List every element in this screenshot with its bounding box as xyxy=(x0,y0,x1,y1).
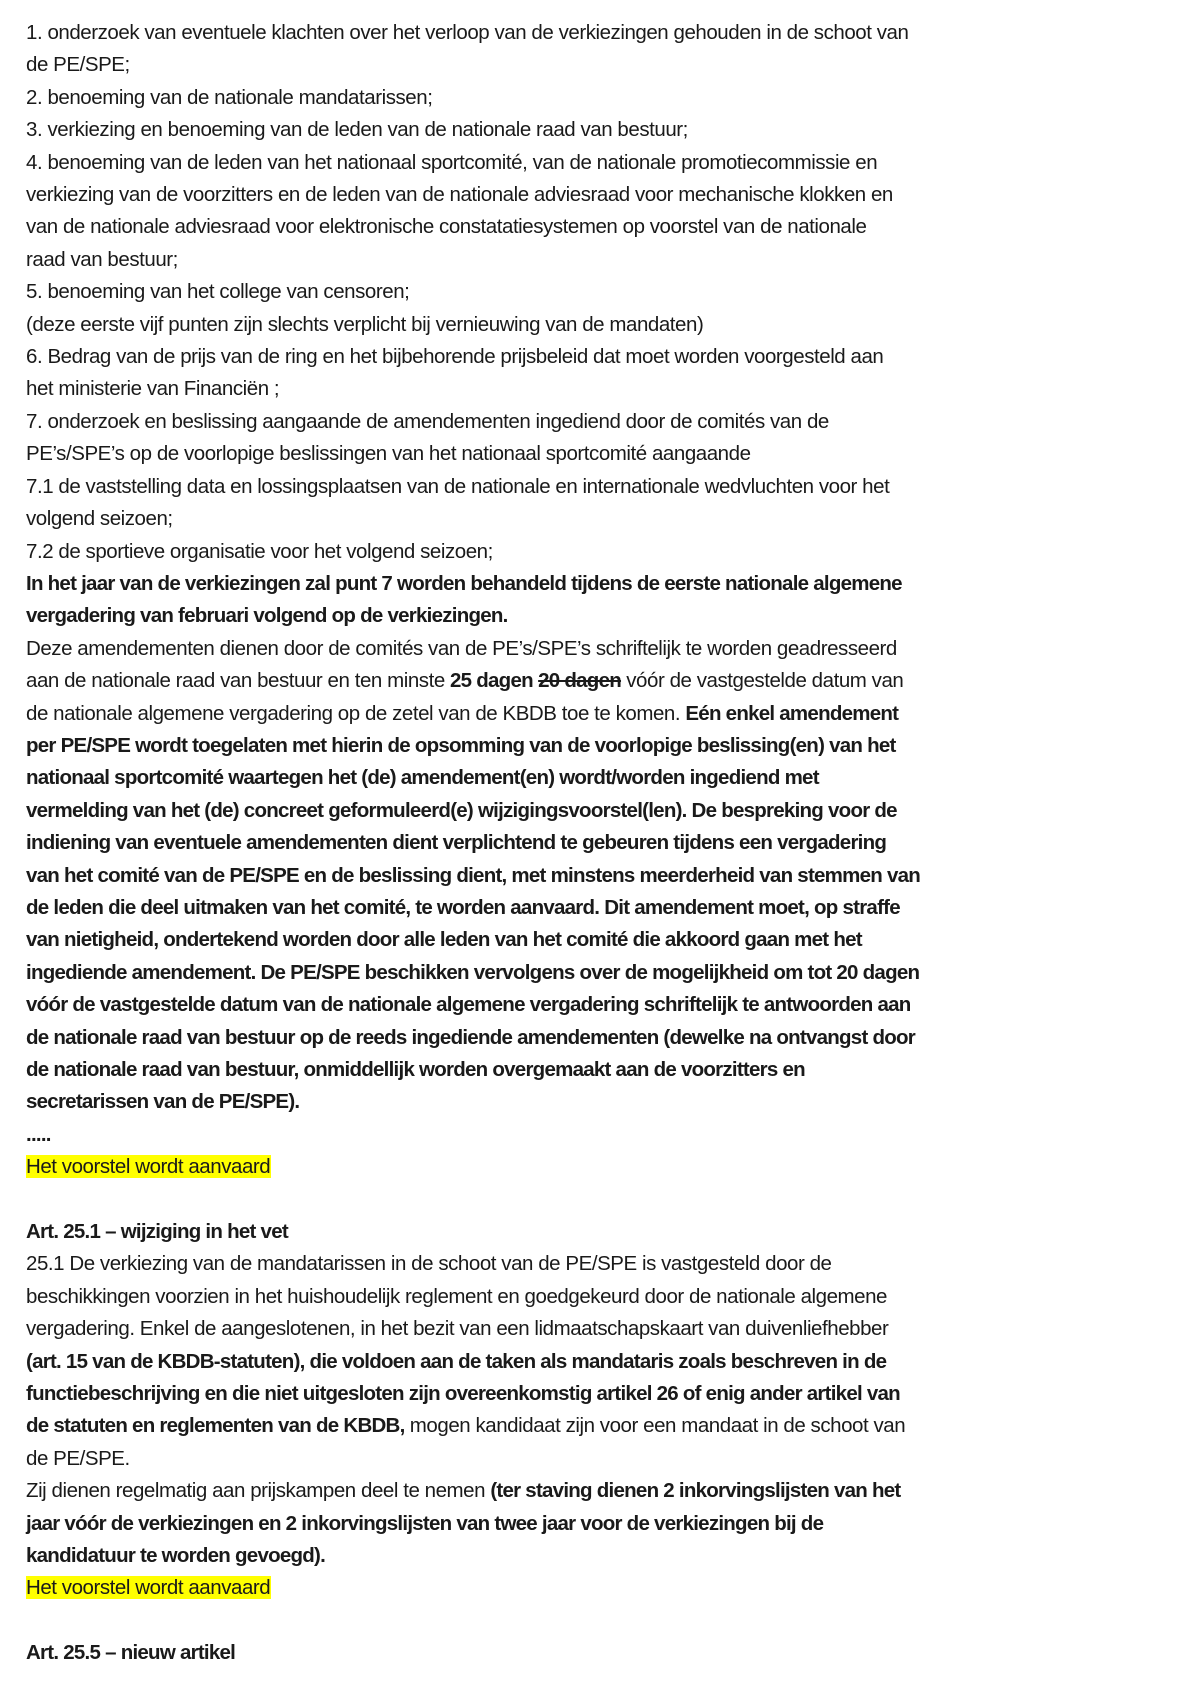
art-25-1-line-10: kandidatuur te worden gevoegd). xyxy=(26,1544,326,1568)
spacer xyxy=(26,1184,1176,1216)
art-25-1-line-6 xyxy=(26,1410,1176,1442)
amend-para-line-3 xyxy=(26,698,1176,730)
amend-text: vóór de vastgestelde datum van xyxy=(621,669,904,693)
item-3: 3. verkiezing en benoeming van de leden van de nationale raad van bestuur; xyxy=(26,118,688,142)
highlighted-decision: Het voorstel wordt aanvaard xyxy=(26,1576,271,1600)
item-7-2: 7.2 de sportieve organisatie voor het volgend seizoen; xyxy=(26,539,493,563)
amend-bold-line: ingediende amendement. De PE/SPE beschikken vervolgens over de mogelijkheid om tot 20 dagen xyxy=(26,960,920,984)
art-25-5-heading: Art. 25.5 – nieuw artikel xyxy=(26,1641,236,1665)
decision-accepted-1 xyxy=(26,1151,1176,1183)
item-1-line-2: de PE/SPE; xyxy=(26,53,130,77)
election-year-note-line-2: vergadering van februari volgend op de verkiezingen. xyxy=(26,604,508,628)
art-25-1-line-2: beschikkingen voorzien in het huishoudelijk reglement en goedgekeurd door de nationale algemene xyxy=(26,1284,888,1308)
item-2: 2. benoeming van de nationale mandatarissen; xyxy=(26,85,433,109)
highlighted-decision: Het voorstel wordt aanvaard xyxy=(26,1155,271,1179)
new-days-value: 25 dagen xyxy=(450,669,533,693)
item-4-line-4: raad van bestuur; xyxy=(26,247,178,271)
art-25-1-line-1: 25.1 De verkiezing van de mandatarissen in de schoot van de PE/SPE is vastgesteld door de xyxy=(26,1252,832,1276)
art-25-1-line-3: vergadering. Enkel de aangeslotenen, in het bezit van een lidmaatschapskaart van duivenliefhebber xyxy=(26,1317,889,1341)
art-25-1-line-8 xyxy=(26,1475,1176,1507)
item-1-line-1: 1. onderzoek van eventuele klachten over het verloop van de verkiezingen gehouden in de schoot van xyxy=(26,21,909,44)
art-25-1-text: Zij dienen regelmatig aan prijskampen deel te nemen xyxy=(26,1479,491,1503)
ellipsis: ..... xyxy=(26,1122,51,1146)
amend-bold-line: secretarissen van de PE/SPE). xyxy=(26,1090,300,1114)
amend-bold-line: van nietigheid, ondertekend worden door alle leden van het comité die akkoord gaan met het xyxy=(26,928,862,952)
amend-bold-line: de leden die deel uitmaken van het comité, te worden aanvaard. Dit amendement moet, op straffe xyxy=(26,895,900,919)
election-year-note-line-1: In het jaar van de verkiezingen zal punt 7 worden behandeld tijdens de eerste nationale algemene xyxy=(26,571,902,595)
item-6-line-1: 6. Bedrag van de prijs van de ring en het bijbehorende prijsbeleid dat moet worden voorgesteld aan xyxy=(26,345,884,369)
item-7-line-2: PE’s/SPE’s op de voorlopige beslissingen van het nationaal sportcomité aangaande xyxy=(26,442,751,466)
art-25-1-bold-text: (ter staving dienen 2 inkorvingslijsten van het xyxy=(490,1479,901,1503)
amend-bold-line: nationaal sportcomité waartegen het (de) amendement(en) wordt/worden ingediend met xyxy=(26,766,819,790)
mandate-note: (deze eerste vijf punten zijn slechts verplicht bij vernieuwing van de mandaten) xyxy=(26,312,704,336)
item-6-line-2: het ministerie van Financiën ; xyxy=(26,377,280,401)
art-25-1-line-4: (art. 15 van de KBDB-statuten), die voldoen aan de taken als mandataris zoals beschreven in de xyxy=(26,1349,887,1373)
amend-bold-line: vermelding van het (de) concreet geformuleerd(e) wijzigingsvoorstel(len). De bespreking voor de xyxy=(26,798,897,822)
item-4-line-2: verkiezing van de voorzitters en de leden van de nationale adviesraad voor mechanische klokken en xyxy=(26,183,893,207)
amend-bold-text: Eén enkel amendement xyxy=(685,701,899,725)
art-25-1-text: mogen kandidaat zijn voor een mandaat in de schoot van xyxy=(404,1414,906,1438)
item-4-line-1: 4. benoeming van de leden van het nationaal sportcomité, van de nationale promotiecommissie en xyxy=(26,150,878,174)
amend-bold-line: per PE/SPE wordt toegelaten met hierin de opsomming van de voorlopige beslissing(en) van het xyxy=(26,733,896,757)
old-days-value-struck: 20 dagen xyxy=(538,669,622,693)
amend-para-line-1: Deze amendementen dienen door de comités van de PE’s/SPE’s schriftelijk te worden geadresseerd xyxy=(26,636,897,660)
art-25-1-line-7: de PE/SPE. xyxy=(26,1446,130,1470)
amend-bold-line: de nationale raad van bestuur op de reeds ingediende amendementen (dewelke na ontvangst door xyxy=(26,1025,916,1049)
amend-text: aan de nationale raad van bestuur en ten minste xyxy=(26,669,451,693)
amend-bold-line: de nationale raad van bestuur, onmiddellijk worden overgemaakt aan de voorzitters en xyxy=(26,1058,805,1081)
spacer xyxy=(26,1605,1176,1637)
item-5: 5. benoeming van het college van censoren; xyxy=(26,280,410,304)
item-7-line-1: 7. onderzoek en beslissing aangaande de amendementen ingediend door de comités van de xyxy=(26,409,829,433)
decision-accepted-2 xyxy=(26,1572,1176,1604)
item-7-1-line-1: 7.1 de vaststelling data en lossingsplaatsen van de nationale en internationale wedvluchten voor het xyxy=(26,474,890,498)
art-25-1-line-9: jaar vóór de verkiezingen en 2 inkorvingslijsten van twee jaar voor de verkiezingen bij de xyxy=(26,1511,824,1535)
item-7-1-line-2: volgend seizoen; xyxy=(26,507,173,531)
item-4-line-3: van de nationale adviesraad voor elektronische constatatiesystemen op voorstel van de nationale xyxy=(26,215,867,239)
amend-para-line-2 xyxy=(26,665,1176,697)
art-25-1-line-5: functiebeschrijving en die niet uitgesloten zijn overeenkomstig artikel 26 of enig ander artikel van xyxy=(26,1382,900,1406)
amend-bold-line: indiening van eventuele amendementen dient verplichtend te gebeuren tijdens een vergadering xyxy=(26,831,887,855)
amend-bold-line: vóór de vastgestelde datum van de nationale algemene vergadering schriftelijk te antwoorden aan xyxy=(26,993,911,1017)
amend-bold-line: van het comité van de PE/SPE en de beslissing dient, met minstens meerderheid van stemmen van xyxy=(26,863,921,887)
amend-text: de nationale algemene vergadering op de zetel van de KBDB toe te komen. xyxy=(26,701,686,725)
document-page xyxy=(26,17,1176,1670)
art-25-1-bold-text: de statuten en reglementen van de KBDB, xyxy=(26,1414,405,1438)
art-25-1-heading: Art. 25.1 – wijziging in het vet xyxy=(26,1220,288,1244)
